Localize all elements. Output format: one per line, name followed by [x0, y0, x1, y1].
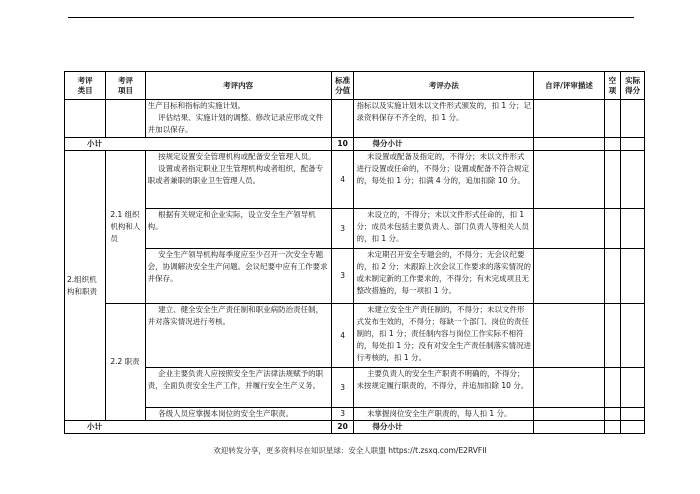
item-label: 2.2 职责: [106, 304, 145, 421]
col-header-category: 考评 类目: [65, 72, 106, 100]
cell-content: 安全生产领导机构每季度应至少召开一次安全专题会，协调解决安全生产问题。会议纪要中应有工作要求并保存。: [145, 249, 331, 304]
cell-self-eval: [534, 100, 604, 138]
cell-self-eval: [534, 138, 604, 151]
cell-method: 未定期召开安全专题会的，不得分；无会议纪要的，扣 2 分；未跟踪上次会议工作要求的落实情况的或未制定新的工作要求的，不得分；有未完成项且无整改措施的，每一项扣 1 分。: [354, 249, 534, 304]
col-header-item: 考评 项目: [106, 72, 145, 100]
cell-actual: [621, 100, 645, 138]
cell-method: 指标以及实施计划未以文件形式颁发的，扣 1 分；记录资料保存不齐全的，扣 1 分。: [354, 100, 534, 138]
cell-actual: [621, 249, 645, 304]
col-header-actual: 实际 得分: [621, 72, 645, 100]
header-rule: [68, 17, 634, 18]
page-footer: 欢迎转发分享，更多资料尽在知识星球：安全人联盟 https://t.zsxq.com/E2RVFII: [213, 446, 487, 455]
col-header-method: 考评办法: [354, 72, 534, 100]
cell-method: 未设立的，不得分；未以文件形式任命的，扣 1 分；成员未包括主要负责人、部门负责人等相关人员的，扣 1 分。: [354, 209, 534, 249]
cell-method: 未设置或配备及指定的，不得分；未以文件形式进行设置或任命的，不得分；设置或配备不符合规定的，每处扣 1 分；扣满 4 分的，追加扣除 10 分。: [354, 151, 534, 209]
table-header-row: [65, 72, 645, 100]
table-row: [65, 209, 645, 249]
cell-actual: [621, 304, 645, 368]
cell-empty: [604, 151, 621, 209]
cell-empty: [604, 209, 621, 249]
col-header-empty: 空项: [604, 72, 621, 100]
cell-category: [65, 100, 106, 138]
content-text: 设置或者指定职业卫生管理机构或者组织，配备专职或者兼职的职业卫生管理人员。: [147, 164, 324, 185]
cell-self-eval: [534, 421, 604, 434]
subtotal-row: [65, 138, 645, 151]
cell-content: [145, 151, 331, 209]
subtotal-row: [65, 421, 645, 434]
cell-content: 各级人员应掌握本岗位的安全生产职责。: [145, 408, 331, 421]
cell-empty: [604, 408, 621, 421]
subtotal-score: 20: [331, 421, 354, 434]
cell-self-eval: [534, 304, 604, 368]
item-label: 2.1 组织机构和人员: [106, 151, 145, 304]
subtotal-score-label: 得分小计: [354, 138, 534, 151]
cell-self-eval: [534, 151, 604, 209]
subtotal-label: 小计: [65, 421, 332, 434]
cell-actual: [621, 151, 645, 209]
cell-content: 根据有关规定和企业实际，设立安全生产领导机构。: [145, 209, 331, 249]
content-text: 生产目标和指标的实施计划。: [147, 101, 246, 110]
cell-empty: [604, 304, 621, 368]
subtotal-score: 10: [331, 138, 354, 151]
cell-score: 4: [331, 151, 354, 209]
cell-method: 未建立安全生产责任制的，不得分；未以文件形式发布生效的，不得分；每缺一个部门、岗位的责任制的，扣 1 分；责任制内容与岗位工作实际不相符的，每处扣 1 分；没有对安全生产责任制落实情况进行考核的，扣 1 分。: [354, 304, 534, 368]
cell-score: 3: [331, 249, 354, 304]
cell-self-eval: [534, 408, 604, 421]
col-header-score: 标准 分值: [331, 72, 354, 100]
table-row: [65, 100, 645, 138]
cell-actual: [621, 368, 645, 408]
cell-score: 3: [331, 408, 354, 421]
col-header-self-eval: 自评/评审描述: [534, 72, 604, 100]
category-label: 2.组织机构和职责: [65, 151, 106, 421]
cell-score: [331, 100, 354, 138]
cell-score: 3: [331, 209, 354, 249]
cell-empty: [604, 421, 621, 434]
table-row: [65, 304, 645, 368]
col-header-content: 考评内容: [145, 72, 331, 100]
cell-content: [145, 100, 331, 138]
cell-self-eval: [534, 249, 604, 304]
evaluation-table: [64, 71, 645, 434]
table-row: [65, 151, 645, 209]
cell-actual: [621, 421, 645, 434]
cell-method: 未掌握岗位安全生产职责的，每人扣 1 分。: [354, 408, 534, 421]
table-row: [65, 368, 645, 408]
subtotal-label: 小计: [65, 138, 332, 151]
content-text: 按规定设置安全管理机构或配备安全管理人员。: [158, 152, 316, 161]
cell-self-eval: [534, 209, 604, 249]
cell-empty: [604, 368, 621, 408]
cell-empty: [604, 138, 621, 151]
cell-score: 4: [331, 304, 354, 368]
cell-content: 建立、健全安全生产责任制和职业病防治责任制，并对落实情况进行考核。: [145, 304, 331, 368]
cell-item: [106, 100, 145, 138]
cell-self-eval: [534, 368, 604, 408]
table-row: [65, 249, 645, 304]
cell-score: 3: [331, 368, 354, 408]
cell-actual: [621, 138, 645, 151]
cell-empty: [604, 249, 621, 304]
content-text: 评估结果、实施计划的调整、修改记录应形成文件并加以保存。: [147, 113, 324, 134]
subtotal-score-label: 得分小计: [354, 421, 534, 434]
cell-method: 主要负责人的安全生产职责不明确的，不得分；未按规定履行职责的，不得分，并追加扣除 10 分。: [354, 368, 534, 408]
cell-content: 企业主要负责人应按照安全生产法律法规赋予的职责，全面负责安全生产工作，并履行安全生产义务。: [145, 368, 331, 408]
table-row: [65, 408, 645, 421]
cell-empty: [604, 100, 621, 138]
cell-actual: [621, 209, 645, 249]
cell-actual: [621, 408, 645, 421]
